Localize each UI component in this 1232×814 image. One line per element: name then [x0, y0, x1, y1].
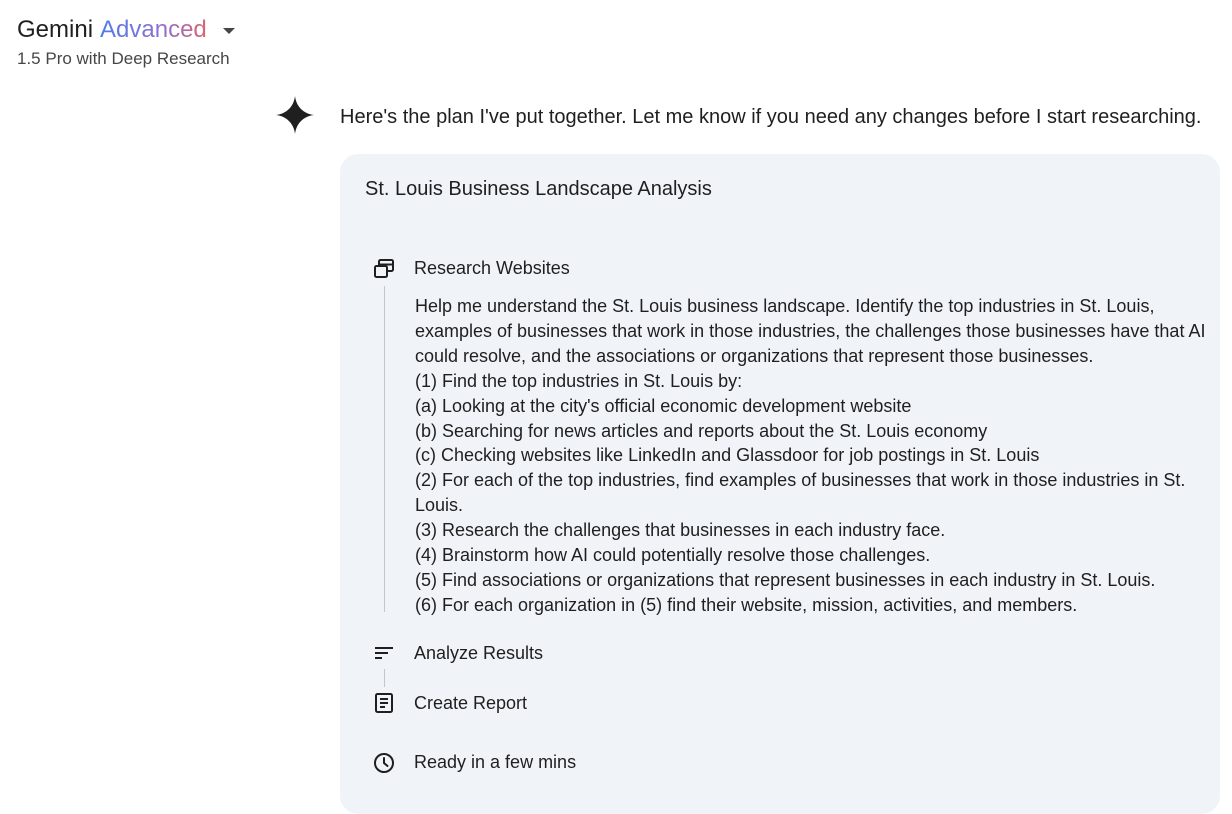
plan-details	[415, 294, 1215, 618]
sparkle-icon	[276, 96, 314, 134]
detail-line: Help me understand the St. Louis business landscape. Identify the top industries in St. Louis,	[415, 296, 1155, 316]
step-create-report: Create Report	[414, 693, 528, 713]
detail-line: (b) Searching for news articles and reports about the St. Louis economy	[415, 420, 988, 441]
step-connector	[384, 669, 385, 687]
detail-line: Louis.	[415, 495, 464, 516]
app-tier-label: Advanced	[100, 14, 207, 46]
detail-line: (4) Brainstorm how AI could potentially resolve those challenges.	[415, 545, 931, 566]
model-switcher[interactable]	[17, 14, 235, 46]
eta-label: Ready in a few mins	[414, 752, 577, 772]
assistant-message: Here's the plan I've put together. Let me know if you need any changes before I start researching.	[340, 106, 1202, 128]
model-subtitle: 1.5 Pro with Deep Research	[17, 49, 230, 68]
analyze-results-icon	[372, 641, 396, 665]
detail-line: (2) For each of the top industries, find examples of businesses that work in those industries in St.	[415, 470, 1186, 491]
detail-line: (6) For each organization in (5) find their website, mission, activities, and members.	[415, 594, 1078, 615]
detail-line: (5) Find associations or organizations that represent businesses in each industry in St. Louis.	[415, 569, 1156, 590]
detail-line: could resolve, and the associations or organizations that represent those businesses.	[415, 345, 1094, 366]
detail-line: (1) Find the top industries in St. Louis by:	[415, 370, 743, 391]
step-connector	[384, 286, 385, 612]
plan-title: St. Louis Business Landscape Analysis	[365, 178, 712, 200]
app-title: Gemini	[17, 16, 94, 43]
research-websites-icon	[372, 257, 396, 281]
step-research-websites: Research Websites	[414, 258, 570, 278]
research-plan-card	[340, 154, 1220, 814]
dropdown-arrow-icon[interactable]	[223, 28, 235, 34]
create-report-icon	[372, 691, 396, 715]
header	[17, 14, 235, 71]
detail-line: (3) Research the challenges that businesses in each industry face.	[415, 520, 946, 541]
clock-icon	[372, 751, 396, 775]
step-analyze-results: Analyze Results	[414, 643, 544, 663]
detail-line: (c) Checking websites like LinkedIn and Glassdoor for job postings in St. Louis	[415, 445, 1040, 466]
detail-line: (a) Looking at the city's official economic development website	[415, 395, 912, 416]
detail-line: examples of businesses that work in those industries, the challenges those businesses have that AI	[415, 320, 1206, 341]
